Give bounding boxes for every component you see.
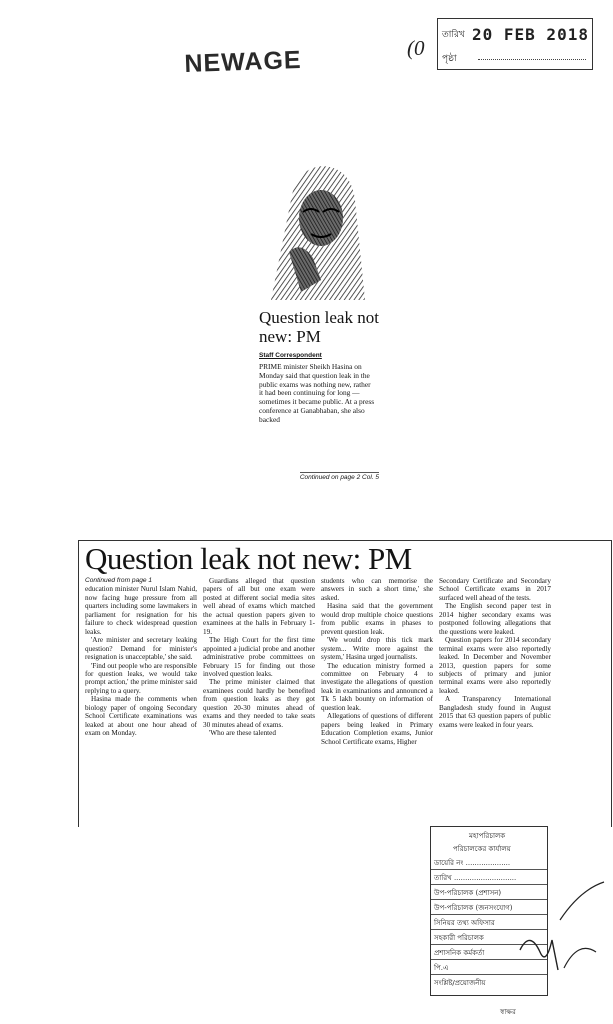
article-paragraph: Allegations of questions of different papers being leaked in Primary Education Completion exams, Junior School Certificate exams, Higher — [321, 712, 433, 746]
date-stamp-page-label: পৃষ্ঠা — [442, 54, 457, 64]
article-paragraph: 'We would drop this tick mark system... Write more against the system,' Hasina urged journalists. — [321, 636, 433, 662]
routing-stamp-row: ডায়েরি নং .................... — [434, 859, 511, 867]
front-page-clipping — [255, 160, 381, 490]
article-column-3 — [321, 577, 433, 746]
article-paragraph: Guardians alleged that question papers of all but one exam were posted at different social media sites well ahead of exams which matched the actual question papers given to examinees at the halls in February 1-19. — [203, 577, 315, 636]
newspaper-logo: NEWAGE — [184, 45, 303, 78]
routing-stamp-row: উপ-পরিচালক (প্রশাসন) — [434, 889, 502, 897]
routing-stamp-row: সহকারী পরিচালক — [434, 934, 484, 942]
article-paragraph: 'Find out people who are responsible for question leaks, we would take prompt action,' the prime minister said replying to a query. — [85, 661, 197, 695]
article-column-2 — [203, 577, 315, 738]
date-stamp-page-line — [478, 59, 586, 60]
jump-headline: Question leak not new: PM — [85, 541, 412, 576]
article-paragraph: 'Are minister and secretary leaking question? Demand for minister's resignation is unacceptable,' she said. — [85, 636, 197, 662]
article-paragraph: education minister Nurul Islam Nahid, now facing huge pressure from all quarters including some lawmakers in parliament for resignation for his failure to check widespread question leaks. — [85, 585, 197, 636]
article-paragraph: The prime minister claimed that examinees could hardly be benefited from question leaks as they got question 20-30 minutes ahead of exams and they needed to take seats 30 minutes ahead of exams. — [203, 678, 315, 729]
date-stamp-date: 20 FEB 2018 — [472, 25, 589, 44]
article-column-4 — [439, 577, 551, 729]
article-paragraph: The High Court for the first time appointed a judicial probe and another administrative probe committees on February 15 for finding out those involved question leaks. — [203, 636, 315, 678]
routing-stamp-office: পরিচালকের কার্যালয় — [453, 845, 511, 853]
article-paragraph: Question papers for 2014 secondary terminal exams were also reportedly leaked. In December and November 2013, question papers for some subjects of primary and junior terminal exams were also reportedly leaked. — [439, 636, 551, 695]
routing-stamp-row: সংশ্লিষ্ট/প্রয়োজনীয় — [434, 979, 486, 987]
date-stamp — [437, 18, 593, 70]
handwritten-mark: (0 — [407, 36, 425, 60]
handwritten-signature — [500, 880, 610, 990]
continued-from: Continued from page 1 — [85, 577, 153, 584]
continued-note: Continued on page 2 Col. 5 — [299, 474, 379, 481]
front-article-body: PRIME minister Sheikh Hasina on Monday said that question leak in the public exams was nothing new, rather it had been continuing for long — sometimes it became public. At a press conference at Ganabhaban, she also backed — [259, 362, 375, 424]
article-column-1 — [85, 577, 197, 738]
routing-stamp-row: সিনিয়র তথ্য অফিসার — [434, 919, 495, 927]
date-stamp-label: তারিখ — [442, 30, 465, 40]
jump-page-clipping — [78, 540, 612, 827]
article-paragraph: 'Who are these talented — [209, 729, 276, 738]
routing-stamp-row: তারিখ ............................ — [434, 874, 517, 882]
front-headline: Question leak not new: PM — [259, 308, 379, 346]
byline: Staff Correspondent — [259, 352, 322, 359]
portrait-image — [261, 160, 375, 300]
article-paragraph: students who can memorise the answers in such a short time,' she asked. — [321, 577, 433, 602]
article-photo — [261, 160, 375, 300]
routing-stamp-divider — [431, 869, 547, 870]
article-paragraph: Hasina made the comments when biology paper of ongoing Secondary School Certificate examinations was leaked at about one hour ahead of exam on Monday. — [85, 695, 197, 738]
routing-stamp-row: প্রশাসনিক কর্মকর্তা — [434, 949, 485, 957]
routing-stamp-title: মহাপরিচালক — [469, 832, 506, 840]
article-paragraph: Hasina said that the government would drop multiple choice questions from public exams in phases to prevent question leak. — [321, 602, 433, 636]
article-paragraph: Secondary Certificate and Secondary School Certificate exams in 2017 surfaced well ahead of the tests. — [439, 577, 551, 602]
footer-note: স্বাক্ষর — [500, 1008, 516, 1016]
routing-stamp-row: উপ-পরিচালক (জনসংযোগ) — [434, 904, 513, 912]
article-paragraph: The education ministry formed a committee on February 4 to investigate the allegations of question leak in examinations and announced a Tk 5 lakh bounty on information of question leak. — [321, 661, 433, 712]
article-paragraph: The English second paper test in 2014 higher secondary exams was postponed following allegations that the questions were leaked. — [439, 602, 551, 636]
article-paragraph: A Transparency International Bangladesh study found in August 2015 that 63 question papers of public exams were leaked in four years. — [439, 695, 551, 729]
routing-stamp-row: পি.এ — [434, 964, 449, 972]
